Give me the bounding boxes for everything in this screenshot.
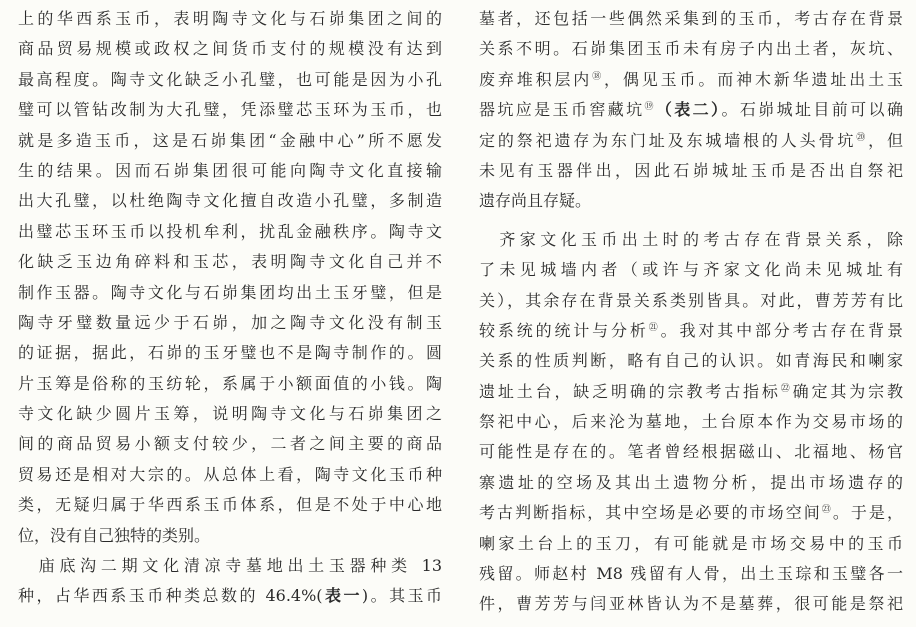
text-line: 遗存尚且存疑。 xyxy=(479,191,592,211)
text-span: 考古判断指标，其中空场是必要的市场空间 xyxy=(479,503,822,523)
text-line: 祭祀中心，后来沦为墓地，土台原本作为交易市场的 xyxy=(479,412,903,432)
text-span: ，偶见玉币。而神木新华遗址出土玉 xyxy=(604,69,903,89)
text-span: 种，占华西系玉币种类总数的 46.4%( xyxy=(18,586,323,606)
text-line: 关），其余存在背景关系类别皆具。对此，曹芳芳有比 xyxy=(479,290,903,310)
text-span: 较系统的统计与分析 xyxy=(479,320,649,340)
text-line: 出大孔璧，以杜绝陶寺文化擅自改造小孔璧，多制造 xyxy=(18,191,442,211)
text-span: ，但 xyxy=(868,130,903,150)
text-span: 遗址土台，缺乏明确的宗教考古指标 xyxy=(479,381,781,401)
text-span: 确定其为宗教 xyxy=(792,381,903,401)
text-line: 喇家土台上的玉刀，有可能就是市场交易中的玉币 xyxy=(479,533,903,553)
text-span: 。石峁城址目前可以确 xyxy=(721,100,903,120)
text-line: 璧可以管钻改制为大孔璧，凭添璧芯玉环为玉币，也 xyxy=(18,100,442,120)
text-line: 间的商品贸易小额支付较少，二者之间主要的商品 xyxy=(18,434,442,454)
text-line: 上的华西系玉币，表明陶寺文化与石峁集团之间的 xyxy=(18,9,442,28)
text-line: 制作玉器。陶寺文化与石峁集团均出土玉牙璧，但是 xyxy=(18,282,442,302)
footnote-marker: ㉒ xyxy=(780,383,793,394)
text-span: 器坑应是玉币窖藏坑 xyxy=(479,100,645,120)
text-line: 残留。师赵村 M8 残留有人骨，出土玉琮和玉璧各一 xyxy=(479,564,903,584)
text-line: 生的结果。因而石峁集团很可能向陶寺文化直接输 xyxy=(18,160,442,180)
text-line: 件，曹芳芳与闫亚林皆认为不是墓葬，很可能是祭祀 xyxy=(479,594,903,614)
footnote-marker: ⑲ xyxy=(644,102,656,113)
text-line: 寨遗址的空场及其出土遗物分析，提出市场遗存的 xyxy=(479,472,903,492)
text-line: 位，没有自己独特的类别。 xyxy=(18,525,211,545)
text-line: 关系不明。石峁集团玉币未有房子内出土者，灰坑、 xyxy=(479,39,903,59)
text-line: 出璧芯玉环玉币以投机牟利，扰乱金融秩序。陶寺文 xyxy=(18,221,442,241)
text-line: 陶寺牙璧数量远少于石峁，加之陶寺文化没有制玉 xyxy=(18,312,442,332)
text-span: 定的祭祀遗存为东门址及东城墙根的人头骨坑 xyxy=(479,130,857,150)
text-line: 了未见城墙内者（或许与齐家文化尚未见城址有 xyxy=(479,260,903,280)
left-column xyxy=(18,4,442,612)
text-span: )。其玉币 xyxy=(361,586,442,606)
table-reference: 表一 xyxy=(322,586,362,606)
footnote-marker: ㉑ xyxy=(648,322,661,333)
text-line xyxy=(479,95,903,125)
text-line: 片玉筹是俗称的玉纺轮，系属于小额面值的小钱。陶 xyxy=(18,373,442,393)
text-span: 。于是， xyxy=(832,503,903,523)
text-span: 。我对其中部分考古存在背景 xyxy=(660,320,903,340)
footnote-marker: ㉓ xyxy=(821,505,833,516)
text-line xyxy=(479,498,903,528)
text-line: 最高程度。陶寺文化缺乏小孔璧，也可能是因为小孔 xyxy=(18,69,442,89)
right-column xyxy=(479,4,903,620)
text-line: 化缺乏玉边角碎料和玉芯，表明陶寺文化自己并不 xyxy=(18,252,442,272)
text-line: 就是多造玉币，这是石峁集团“金融中心”所不愿发 xyxy=(18,130,442,150)
paragraph-gap xyxy=(479,217,903,225)
text-line: 庙底沟二期文化清凉寺墓地出土玉器种类 13 xyxy=(18,556,442,576)
text-line: 齐家文化玉币出土时的考古存在背景关系，除 xyxy=(479,229,903,249)
footnote-marker: ⑱ xyxy=(592,71,605,82)
text-line xyxy=(18,581,442,611)
text-line xyxy=(479,65,903,95)
text-line: 关系的性质判断，略有自己的认识。如青海民和喇家 xyxy=(479,351,903,371)
text-line: 墓者，还包括一些偶然采集到的玉币，考古存在背景 xyxy=(479,9,903,28)
text-line: 贸易还是相对大宗的。从总体上看，陶寺文化玉币种 xyxy=(18,464,442,484)
text-line xyxy=(479,316,903,346)
text-span: 废弃堆积层内 xyxy=(479,69,593,89)
text-line: 寺文化缺少圆片玉筹，说明陶寺文化与石峁集团之 xyxy=(18,404,442,424)
text-line xyxy=(479,377,903,407)
text-line: 的证据，据此，石峁的玉牙璧也不是陶寺制作的。圆 xyxy=(18,343,442,363)
text-line: 可能性是存在的。笔者曾经根据磁山、北福地、杨官 xyxy=(479,442,903,462)
table-reference: （表二） xyxy=(655,100,722,120)
footnote-marker: ⑳ xyxy=(856,132,869,143)
text-line: 未见有玉器伴出，因此石峁城址玉币是否出自祭祀 xyxy=(479,160,903,180)
text-line xyxy=(479,126,903,156)
text-line: 类，无疑归属于华西系玉币体系，但是不处于中心地 xyxy=(18,495,442,515)
text-line: 商品贸易规模或政权之间货币支付的规模没有达到 xyxy=(18,39,442,59)
